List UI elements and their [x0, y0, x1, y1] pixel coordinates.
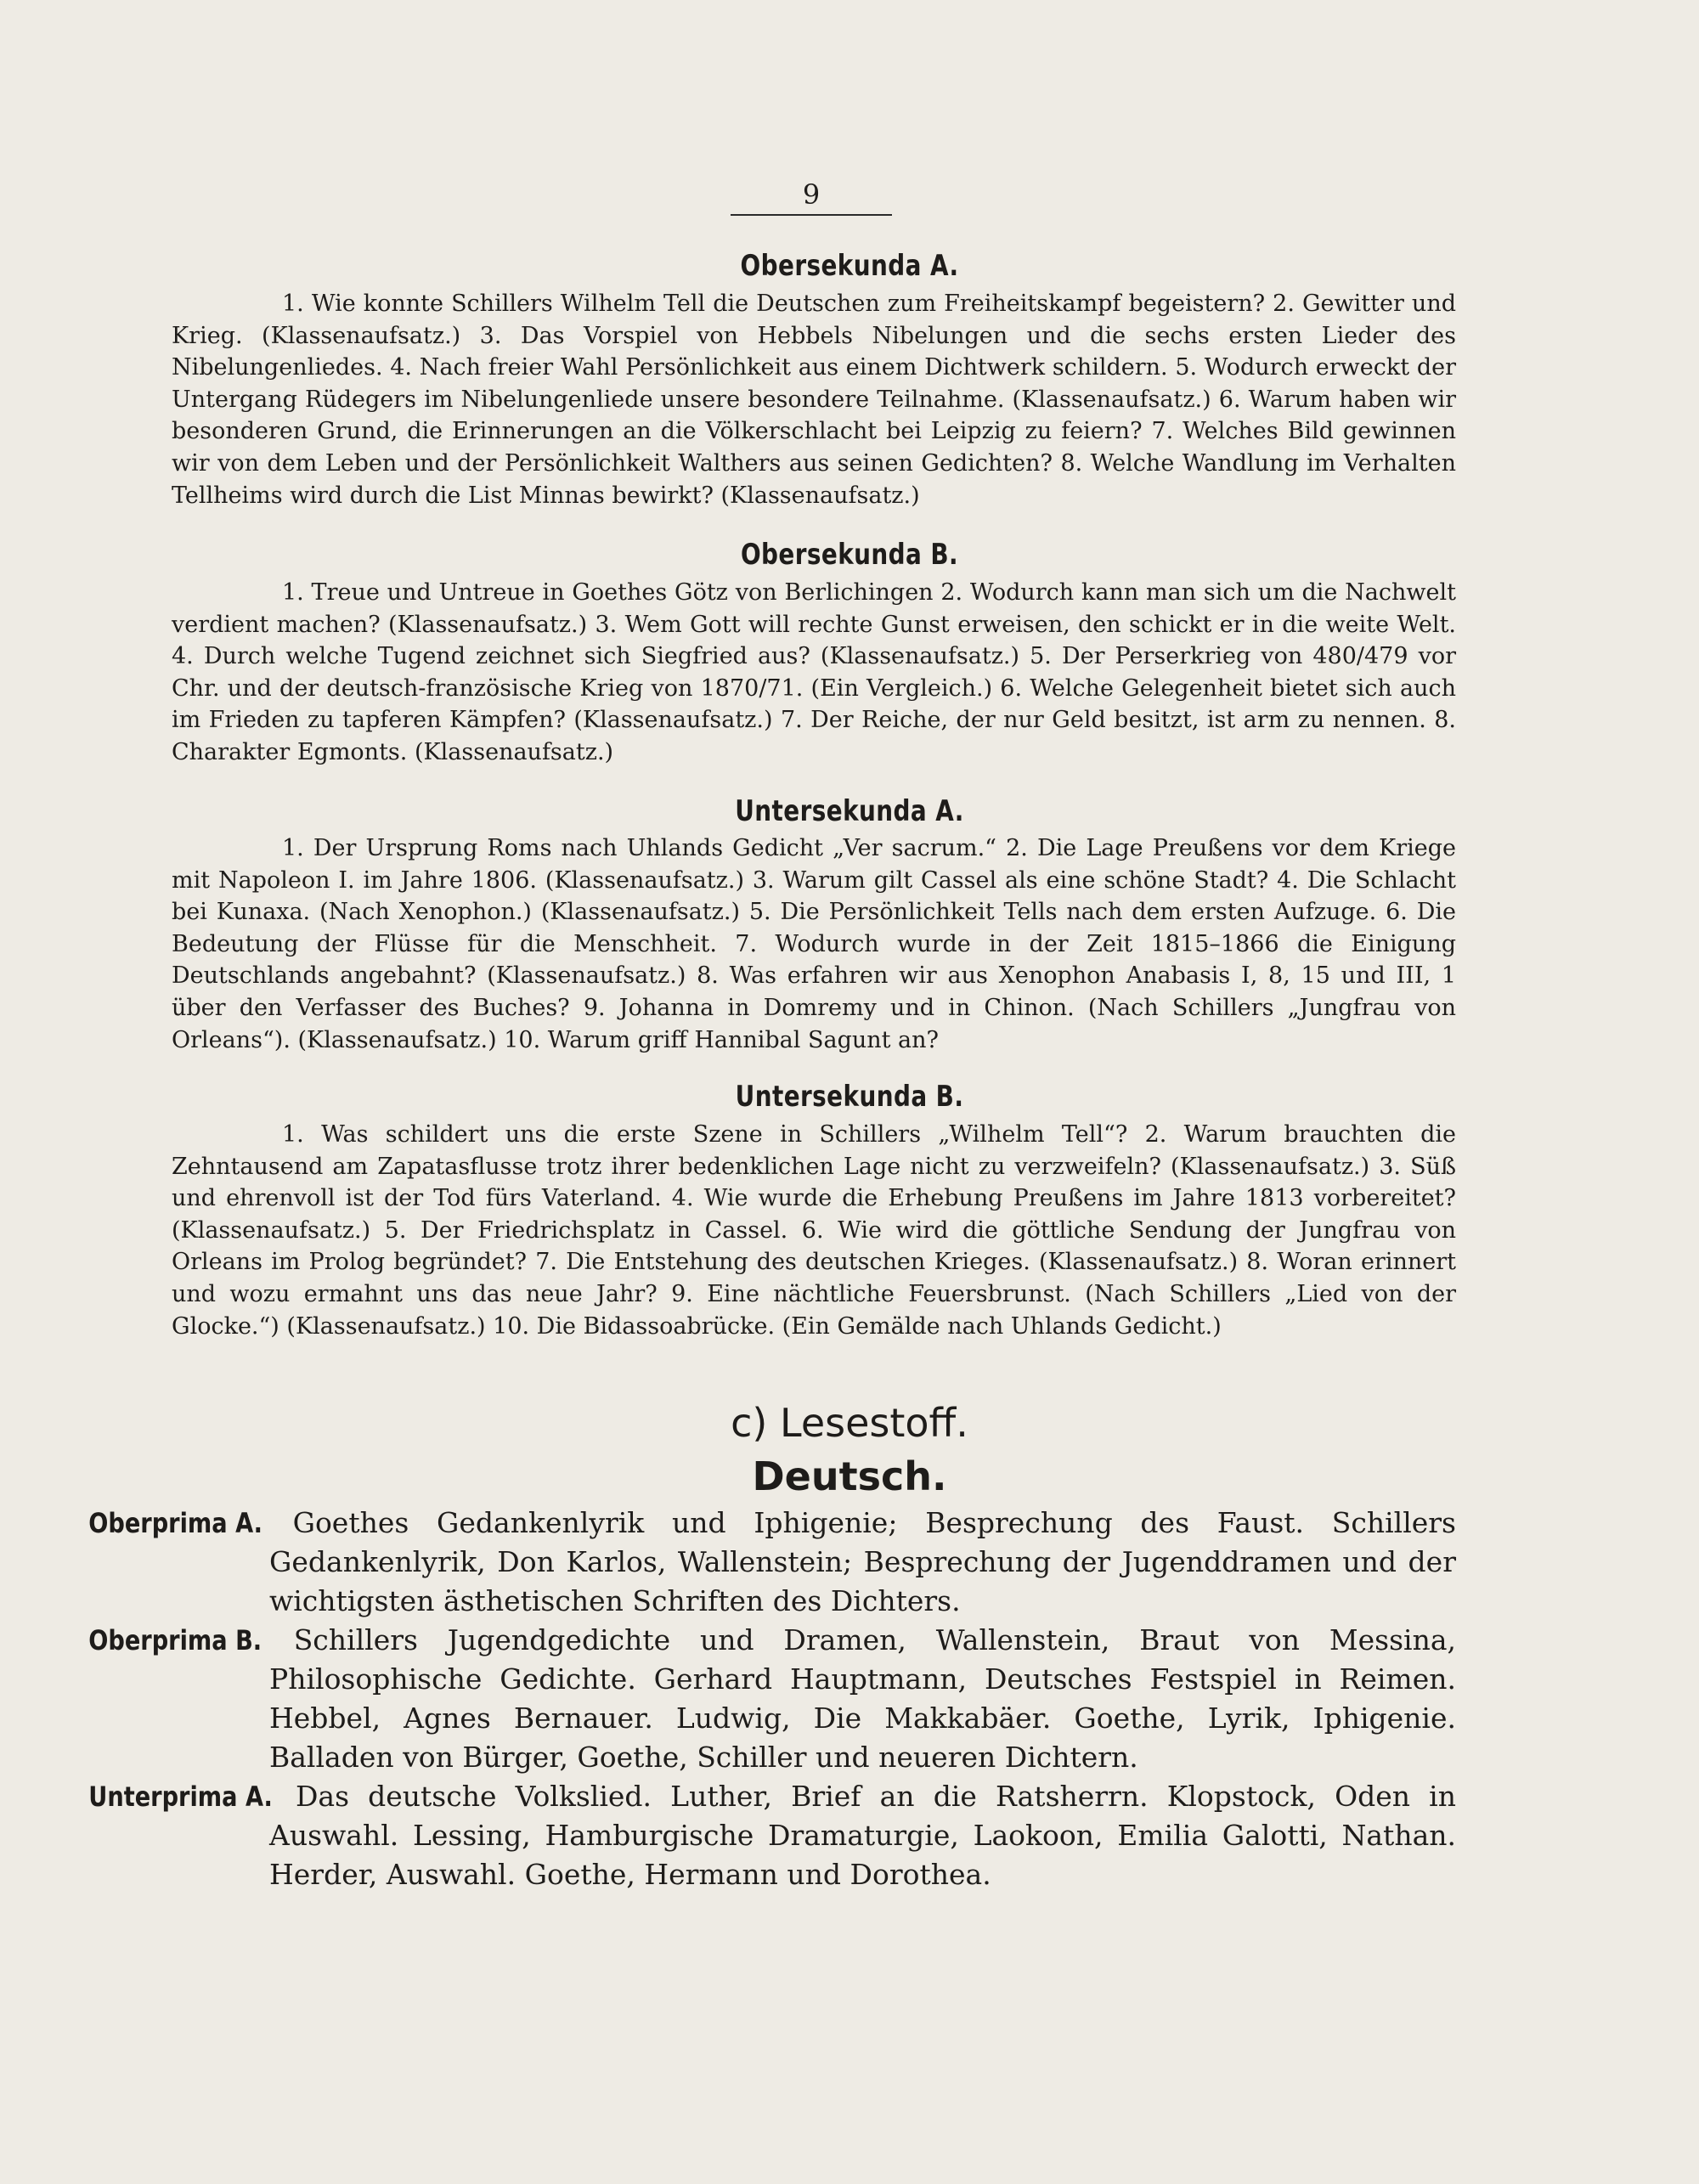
section-heading-obersekunda-a: Obersekunda A.	[740, 249, 959, 283]
page-number: 9	[731, 178, 892, 216]
essay-topics: 1. Was schildert uns die erste Szene in Schillers „Wilhelm Tell“? 2. Warum brauchten die Zehntausend am Zapatasflusse trotz ihrer bedenklichen Lage nicht zu verzweifeln? (Klassenaufsatz.) 3. Süß und ehrenvoll ist der Tod fürs Vaterland. 4. Wie wurde die Erhebung Preußens im Jahre 1813 vorbereitet? (Klassenaufsatz.) 5. Der Friedrichsplatz in Cassel. 6. Wie wird die göttliche Sendung der Jungfrau von Orleans im Prolog begründet? 7. Die Entstehung des deutschen Krieges. (Klassenaufsatz.) 8. Woran erinnert und wozu ermahnt uns das neue Jahr? 9. Eine nächtliche Feuersbrunst. (Nach Schillers „Lied von der Glocke.“) (Klassenaufsatz.) 10. Die Bidassoabrücke. (Ein Gemälde nach Uhlands Gedicht.)	[172, 1121, 1456, 1340]
reading-entry	[88, 1621, 1456, 1777]
reading-list	[88, 1504, 1456, 1894]
section-text-untersekunda-a	[172, 832, 1456, 1056]
entry-text: Schillers Jugendgedichte und Dramen, Wallenstein, Braut von Messina, Philosophische Gedichte. Gerhard Hauptmann, Deutsches Festspiel in Reimen. Hebbel, Agnes Bernauer. Ludwig, Die Makkabäer. Goethe, Lyrik, Iphigenie. Balladen von Bürger, Goethe, Schiller und neueren Dichtern.	[269, 1623, 1456, 1774]
entry-text: Goethes Gedankenlyrik und Iphigenie; Besprechung des Faust. Schillers Gedankenlyrik, Don Karlos, Wallenstein; Besprechung der Jugenddramen und der wichtigsten ästhetischen Schriften des Dichters.	[269, 1506, 1456, 1617]
reading-entry	[88, 1777, 1456, 1894]
section-text-untersekunda-b	[172, 1119, 1456, 1342]
class-label: Oberprima B.	[88, 1624, 262, 1656]
section-text-obersekunda-a	[172, 288, 1456, 511]
reading-entry	[88, 1504, 1456, 1621]
lesestoff-heading: c) Lesestoff.	[731, 1400, 968, 1446]
essay-topics: 1. Der Ursprung Roms nach Uhlands Gedicht „Ver sacrum.“ 2. Die Lage Preußens vor dem Kriege mit Napoleon I. im Jahre 1806. (Klassenaufsatz.) 3. Warum gilt Cassel als eine schöne Stadt? 4. Die Schlacht bei Kunaxa. (Nach Xenophon.) (Klassenaufsatz.) 5. Die Persönlichkeit Tells nach dem ersten Aufzuge. 6. Die Bedeutung der Flüsse für die Menschheit. 7. Wodurch wurde in der Zeit 1815–1866 die Einigung Deutschlands angebahnt? (Klassenaufsatz.) 8. Was erfahren wir aus Xenophon Anabasis I, 8, 15 und III, 1 über den Verfasser des Buches? 9. Johanna in Domremy und in Chinon. (Nach Schillers „Jungfrau von Orleans“). (Klassenaufsatz.) 10. Warum griff Hannibal Sagunt an?	[172, 835, 1456, 1053]
subject-heading: Deutsch.	[752, 1453, 947, 1499]
essay-topics: 1. Wie konnte Schillers Wilhelm Tell die Deutschen zum Freiheitskampf begeistern? 2. Gewitter und Krieg. (Klassenaufsatz.) 3. Das Vorspiel von Hebbels Nibelungen und die sechs ersten Lieder des Nibelungenliedes. 4. Nach freier Wahl Persönlichkeit aus einem Dichtwerk schildern. 5. Wodurch erweckt der Untergang Rüdegers im Nibelungenliede unsere besondere Teilnahme. (Klassenaufsatz.) 6. Warum haben wir besonderen Grund, die Erinnerungen an die Völkerschlacht bei Leipzig zu feiern? 7. Welches Bild gewinnen wir von dem Leben und der Persönlichkeit Walthers aus seinen Gedichten? 8. Welche Wandlung im Verhalten Tellheims wird durch die List Minnas bewirkt? (Klassenaufsatz.)	[172, 291, 1456, 509]
class-label: Unterprima A.	[88, 1780, 273, 1813]
section-heading-obersekunda-b: Obersekunda B.	[740, 538, 959, 572]
entry-text: Das deutsche Volkslied. Luther, Brief an die Ratsherrn. Klopstock, Oden in Auswahl. Lessing, Hamburgische Dramaturgie, Laokoon, Emilia Galotti, Nathan. Herder, Auswahl. Goethe, Hermann und Dorothea.	[269, 1780, 1456, 1891]
section-text-obersekunda-b	[172, 577, 1456, 769]
essay-topics: 1. Treue und Untreue in Goethes Götz von Berlichingen 2. Wodurch kann man sich um die Nachwelt verdient machen? (Klassenaufsatz.) 3. Wem Gott will rechte Gunst erweisen, den schickt er in die weite Welt. 4. Durch welche Tugend zeichnet sich Siegfried aus? (Klassenaufsatz.) 5. Der Perserkrieg von 480/479 vor Chr. und der deutsch-französische Krieg von 1870/71. (Ein Vergleich.) 6. Welche Gelegenheit bietet sich auch im Frieden zu tapferen Kämpfen? (Klassenaufsatz.) 7. Der Reiche, der nur Geld besitzt, ist arm zu nennen. 8. Charakter Egmonts. (Klassenaufsatz.)	[172, 579, 1456, 765]
section-heading-untersekunda-b: Untersekunda B.	[735, 1080, 964, 1114]
section-heading-untersekunda-a: Untersekunda A.	[735, 794, 964, 828]
class-label: Oberprima A.	[88, 1507, 262, 1539]
